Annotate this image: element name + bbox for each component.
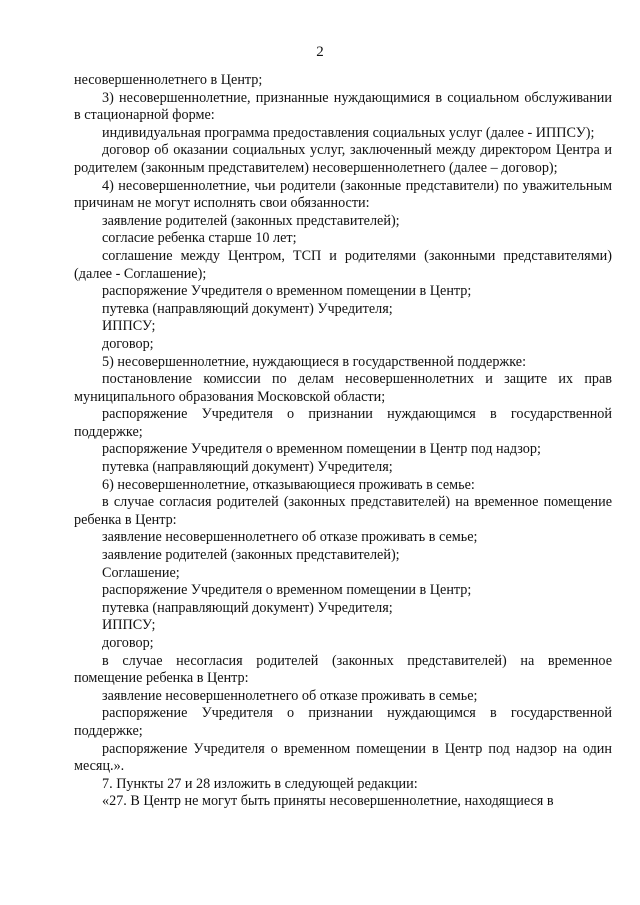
paragraph: заявление несовершеннолетнего об отказе проживать в семье;	[102, 529, 478, 546]
paragraph: распоряжение Учредителя о временном помещении в Центр под надзор на один месяц.».	[74, 740, 612, 775]
paragraph: распоряжение Учредителя о признании нуждающимся в государственной поддержке;	[74, 705, 612, 739]
paragraph: согласие ребенка старше 10 лет;	[102, 230, 297, 247]
paragraph: 6) несовершеннолетние, отказывающиеся проживать в семье:	[102, 476, 475, 493]
paragraph: в случае несогласия родителей (законных представителей) на временное помещение ребенка в Центр:	[74, 652, 612, 687]
paragraph: заявление родителей (законных представителей);	[102, 212, 400, 229]
paragraph: соглашение между Центром, ТСП и родителями (законными представителями) (далее - Соглашение);	[74, 247, 612, 282]
paragraph: распоряжение Учредителя о признании нуждающимся в государственной поддержке;	[74, 406, 612, 440]
paragraph: ИППСУ;	[102, 318, 156, 335]
paragraph: «27. В Центр не могут быть приняты несовершеннолетние, находящиеся в	[102, 793, 554, 810]
paragraph: заявление родителей (законных представителей);	[102, 547, 400, 564]
document-body	[74, 72, 612, 811]
paragraph: Соглашение;	[102, 564, 180, 581]
paragraph: 3) несовершеннолетние, признанные нуждающимися в социальном обслуживании в стационарной форме:	[74, 89, 612, 124]
paragraph: договор;	[102, 635, 154, 651]
paragraph: распоряжение Учредителя о временном помещении в Центр;	[102, 283, 472, 300]
page-number: 2	[316, 44, 324, 60]
paragraph: постановление комиссии по делам несовершеннолетних и защите их прав муниципального образования Московской области;	[74, 371, 612, 405]
paragraph: путевка (направляющий документ) Учредителя;	[102, 459, 393, 476]
paragraph: распоряжение Учредителя о временном помещении в Центр под надзор;	[102, 441, 541, 458]
paragraph: индивидуальная программа предоставления социальных услуг (далее - ИППСУ);	[102, 124, 595, 141]
paragraph: распоряжение Учредителя о временном помещении в Центр;	[102, 582, 472, 599]
paragraph: договор;	[102, 335, 154, 352]
paragraph: в случае согласия родителей (законных представителей) на временное помещение ребенка в Центр:	[74, 494, 612, 528]
paragraph: 5) несовершеннолетние, нуждающиеся в государственной поддержке:	[102, 353, 527, 370]
paragraph: заявление несовершеннолетнего об отказе проживать в семье;	[102, 687, 478, 704]
paragraph: несовершеннолетнего в Центр;	[74, 72, 263, 88]
paragraph: путевка (направляющий документ) Учредителя;	[102, 599, 393, 616]
paragraph: путевка (направляющий документ) Учредителя;	[102, 300, 393, 317]
paragraph: ИППСУ;	[102, 617, 156, 634]
paragraph: 4) несовершеннолетние, чьи родители (законные представители) по уважительным причинам не могут исполнять свои обязанности:	[74, 177, 612, 212]
paragraph: договор об оказании социальных услуг, заключенный между директором Центра и родителем (законным представителем) несовершеннолетнего (далее – договор);	[74, 142, 612, 176]
paragraph: 7. Пункты 27 и 28 изложить в следующей редакции:	[102, 775, 418, 792]
